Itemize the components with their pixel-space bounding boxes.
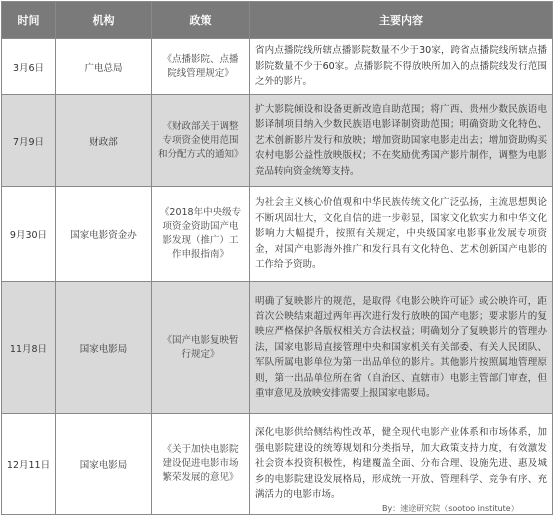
table-row bbox=[2, 414, 553, 515]
row-org: 广电总局 bbox=[56, 39, 152, 95]
policy-table bbox=[1, 1, 553, 515]
row-org: 财政部 bbox=[56, 95, 152, 187]
table-row bbox=[2, 187, 553, 282]
header-date: 时间 bbox=[2, 2, 56, 39]
header-content: 主要内容 bbox=[250, 2, 553, 39]
row-date: 7月9日 bbox=[2, 95, 56, 187]
table-row bbox=[2, 282, 553, 414]
row-content: 明确了复映影片的规范，是取得《电影公映许可证》或公映许可，距首次公映结束超过两年再次进行发行放映的国产电影；要求影片的复映应严格保护各版权相关方合法权益；明确划分了复映影片的管理办法，国家电影局直接管理中央和国家机关有关部委、有关人民团队、军队所属电影单位为第一出品单位的影片。其他影片按照属地管理原则，第一出品单位所在省（自治区、直辖市）电影主管部门审查，但重审意见及放映安排需要上报国家电影局。 bbox=[250, 282, 553, 414]
row-date: 9月30日 bbox=[2, 187, 56, 282]
source-watermark: By：速途研究院（sootoo institute） bbox=[382, 504, 519, 513]
row-org: 国家电影局 bbox=[56, 282, 152, 414]
row-date: 11月8日 bbox=[2, 282, 56, 414]
row-policy: 《财政部关于调整专项资金使用范围和分配方式的通知》 bbox=[152, 95, 250, 187]
row-policy: 《关于加快电影院建设促进电影市场繁荣发展的意见》 bbox=[152, 414, 250, 515]
header-policy: 政策 bbox=[152, 2, 250, 39]
row-policy: 《国产电影复映暂行规定》 bbox=[152, 282, 250, 414]
header-row bbox=[2, 2, 553, 39]
row-date: 12月11日 bbox=[2, 414, 56, 515]
row-org: 国家电影资金办 bbox=[56, 187, 152, 282]
row-content: 深化电影供给侧结构性改革，健全现代电影产业体系和市场体系，加强电影院建设的统筹规划和分类指导，加大政策支持力度，有效激发社会资本投资积极性，构建覆盖全面、分布合理、设施先进、惠及城乡的电影院建设发展格局，形成统一开放、管理科学、竞争有序、充满活力的电影市场。 bbox=[250, 414, 553, 515]
row-org: 国家电影局 bbox=[56, 414, 152, 515]
row-policy: 《点播影院、点播院线管理规定》 bbox=[152, 39, 250, 95]
row-date: 3月6日 bbox=[2, 39, 56, 95]
header-org: 机构 bbox=[56, 2, 152, 39]
row-content: 省内点播院线所辖点播影院数量不少于30家，跨省点播院线所辖点播影院数量不少于60家。点播影院不得放映所加入的点播院线发行范围之外的影片。 bbox=[250, 39, 553, 95]
row-policy: 《2018年中央级专项资金资助国产电影发现（推广）工作申报指南》 bbox=[152, 187, 250, 282]
row-content: 为社会主义核心价值观和中华民族传统文化广泛弘扬，主流思想舆论不断巩固壮大，文化自信的进一步彰显，国家文化软实力和中华文化影响力大幅提升，按照有关规定，中央级国家电影事业发展专项资金，对国产电影海外推广和发行具有文化特色、艺术创新国产电影的工作给予资助。 bbox=[250, 187, 553, 282]
row-content: 扩大影院倾设和设备更新改造自助范围；将广西、贵州少数民族语电影译制项目纳入少数民族语电影译制资助范围；明确资助文化特色、艺术创新影片发行和放映；增加资助国家电影走出去；增加资助购买农村电影公益性放映版权；不在奖励优秀国产影片制作，调整为电影竞品转向资金统筹支持。 bbox=[250, 95, 553, 187]
table-row bbox=[2, 39, 553, 95]
table-row bbox=[2, 95, 553, 187]
